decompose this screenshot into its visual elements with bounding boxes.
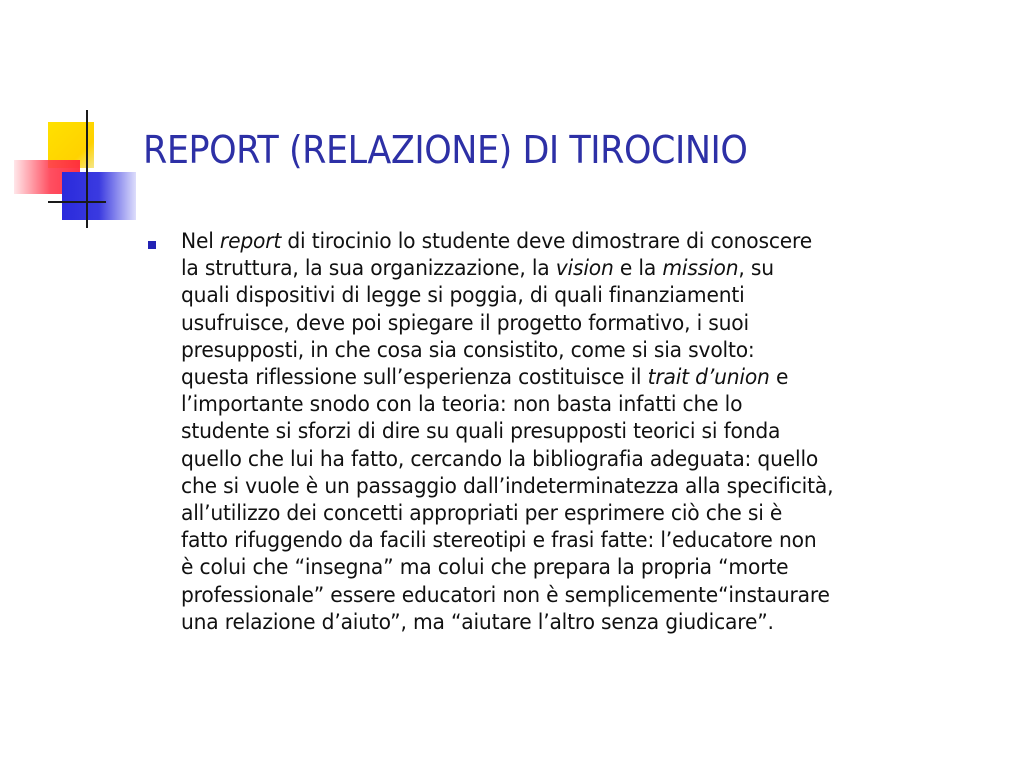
bullet-line (181, 446, 992, 473)
text-run: studente si sforzi di dire su quali presupposti teorici si fonda (181, 419, 781, 444)
text-run: questa riflessione sull’esperienza costituisce il (181, 365, 648, 390)
bullet-line (181, 364, 992, 391)
text-run: , su (738, 256, 774, 281)
text-run: e (769, 365, 789, 390)
bullet-paragraph (181, 228, 992, 636)
text-run: fatto rifuggendo da facili stereotipi e frasi fatte: l’educatore non (181, 528, 817, 553)
italic-term: trait d’union (647, 365, 770, 390)
bullet-line (181, 527, 992, 554)
text-run: è colui che “insegna” ma colui che prepara la propria “morte (181, 555, 789, 580)
text-run: di tirocinio lo studente deve dimostrare di conoscere (281, 229, 813, 253)
text-run: che si vuole è un passaggio dall’indeterminatezza alla specificità, (181, 473, 834, 498)
text-run: l’importante snodo con la teoria: non basta infatti che lo (181, 392, 743, 417)
vertical-line-decoration (86, 110, 88, 228)
text-run: Nel (181, 229, 220, 253)
text-run: quali dispositivi di legge si poggia, di quali finanziamenti (181, 283, 745, 308)
italic-term: vision (555, 256, 614, 281)
horizontal-line-decoration (48, 201, 106, 203)
blue-square-decoration (62, 172, 136, 220)
text-run: professionale” essere educatori non è semplicemente“instaurare (181, 582, 830, 607)
bullet-line (181, 255, 992, 282)
text-run: usufruisce, deve poi spiegare il progetto formativo, i suoi (181, 310, 749, 335)
slide-body (144, 228, 1000, 636)
corner-squares-decoration (0, 0, 150, 240)
bullet-line (181, 310, 992, 337)
slide-title: REPORT (RELAZIONE) DI TIROCINIO (143, 128, 748, 172)
bullet-line (181, 609, 992, 636)
bullet-line (181, 337, 992, 364)
bullet-line (181, 391, 992, 418)
text-run: e la (613, 256, 663, 281)
text-run: all’utilizzo dei concetti appropriati per esprimere ciò che si è (181, 501, 783, 526)
bullet-line (181, 500, 992, 527)
square-bullet-icon (148, 241, 156, 249)
bullet-line (181, 473, 992, 500)
text-run: quello che lui ha fatto, cercando la bibliografia adeguata: quello (181, 446, 819, 471)
bullet-item (144, 228, 1000, 636)
bullet-line (181, 282, 992, 309)
italic-term: mission (662, 256, 739, 281)
bullet-line (181, 418, 992, 445)
italic-term: report (219, 229, 282, 253)
text-run: la struttura, la sua organizzazione, la (181, 256, 556, 281)
text-run: presupposti, in che cosa sia consistito, come si sia svolto: (181, 337, 755, 362)
text-run: una relazione d’aiuto”, ma “aiutare l’altro senza giudicare”. (181, 609, 774, 634)
bullet-line (181, 554, 992, 581)
bullet-line (181, 582, 992, 609)
bullet-line (181, 228, 992, 255)
